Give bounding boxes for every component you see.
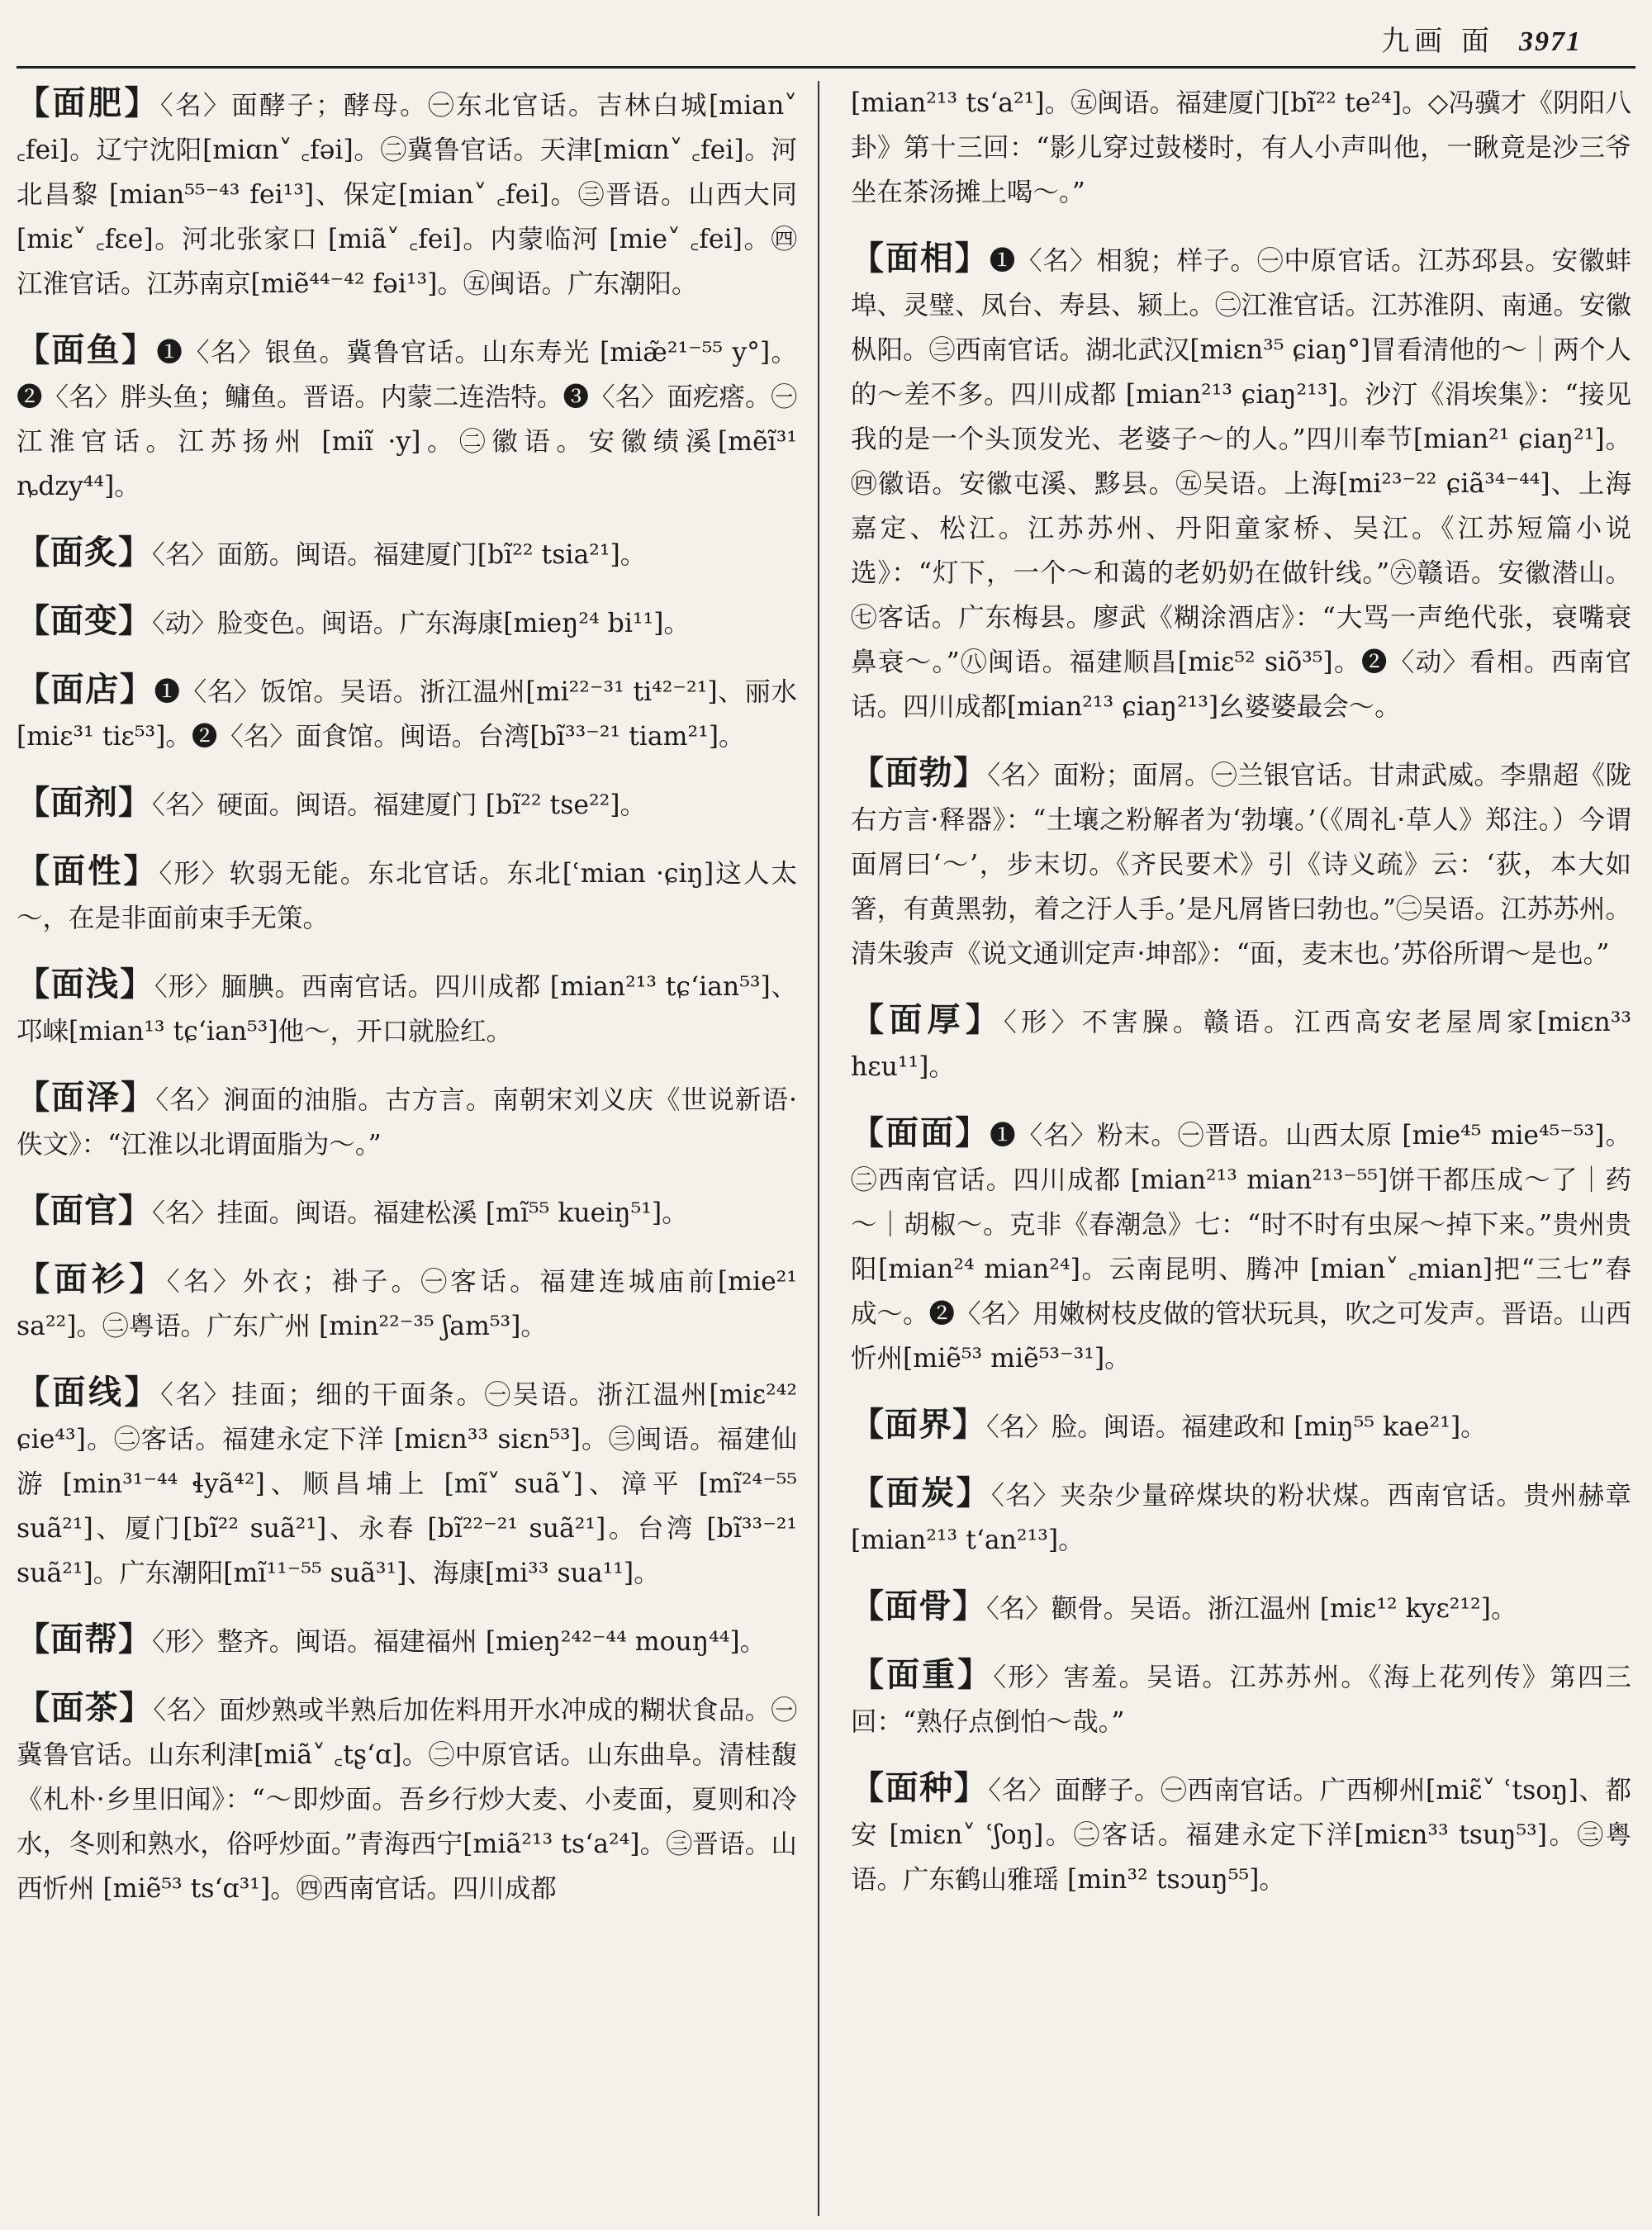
entry-headword: 【面相】 (851, 240, 990, 278)
entry-definition: 〈名〉挂面。闽语。福建松溪 [mĩ⁵⁵ kueiŋ⁵¹]。 (152, 1198, 688, 1228)
column-divider (818, 81, 819, 2216)
entry-definition: 〈形〉腼腆。西南官话。四川成都 [mian²¹³ tɕʻian⁵³]、邛崃[mian¹³ tɕʻian⁵³]他～，开口就脸红。 (17, 972, 797, 1046)
dictionary-entry (851, 1111, 1631, 1381)
entry-definition: ❶〈名〉粉末。㊀晋语。山西太原 [mie⁴⁵ mie⁴⁵⁻⁵³]。㊁西南官话。四川成都 [mian²¹³ mian²¹³⁻⁵⁵]饼干都压成～了｜药～｜胡椒～。克非《春潮急》七：“时不时有虫屎～掉下来。”贵州贵阳[mian²⁴ mian²⁴]。云南昆明、腾冲 [mian˅ ꜀mian]把“三七”舂成～。❷〈名〉用嫩树枝皮做的管状玩具，吹之可发声。晋语。山西忻州[miẽ⁵³ miẽ⁵³⁻³¹]。 (851, 1121, 1631, 1374)
dictionary-entry (17, 328, 797, 509)
entry-definition: 〈名〉面粉；面屑。㊀兰银官话。甘肃武威。李鼎超《陇右方言·释器》：“土壤之粉解者为‘勃壤。’（《周礼·草人》郑注。）今谓面屑曰‘～’，步末切。《齐民要术》引《诗义疏》云：‘荻，本大如箸，有黄黑勃，着之汙人手。’是凡屑皆曰勃也。”㊁吴语。江苏苏州。清朱骏声《说文通训定声·坤部》：“面，麦末也。’苏俗所谓～是也。” (851, 761, 1631, 969)
dictionary-entry (17, 530, 797, 577)
entry-definition: 〈名〉外衣；褂子。㊀客话。福建连城庙前[mie²¹ sa²²]。㊁粤语。广东广州 [min²²⁻³⁵ ʃam⁵³]。 (17, 1267, 797, 1341)
dictionary-entry (17, 962, 797, 1054)
dictionary-entry (17, 599, 797, 646)
entry-definition: ❶〈名〉相貌；样子。㊀中原官话。江苏邳县。安徽蚌埠、灵璧、凤台、寿县、颍上。㊁江淮官话。江苏淮阴、南通。安徽枞阳。㊂西南官话。湖北武汉[miɛn³⁵ ɕiaŋ°]冒看清他的～｜两个人的～差不多。四川成都 [mian²¹³ ɕiaŋ²¹³]。沙汀《涓埃集》：“接见我的是一个头顶发光、老婆子～的人。”四川奉节[mian²¹ ɕiaŋ²¹]。㊃徽语。安徽屯溪、黟县。㊄吴语。上海[mi²³⁻²² ɕiã³⁴⁻⁴⁴]、上海嘉定、松江。江苏苏州、丹阳童家桥、吴江。《江苏短篇小说选》：“灯下，一个～和蔼的老奶奶在做针线。”㊅赣语。安徽潜山。㊆客话。广东梅县。廖武《糊涂酒店》：“大骂一声绝代张，衰嘴衰鼻衰～。”㊇闽语。福建顺昌[miɛ⁵² siõ³⁵]。❷〈动〉看相。西南官话。四川成都[mian²¹³ ɕiaŋ²¹³]幺婆婆最会～。 (851, 246, 1631, 722)
dictionary-entry (17, 667, 797, 759)
entry-definition: [mian²¹³ tsʻa²¹]。㊄闽语。福建厦门[bĩ²² te²⁴]。◇冯骥才《阴阳八卦》第十三回：“影儿穿过鼓楼时，有人小声叫他，一瞅竟是沙三爷坐在茶汤摊上喝～。” (851, 88, 1631, 207)
dictionary-entry (851, 751, 1631, 976)
entry-definition: 〈名〉面筋。闽语。福建厦门[bĩ²² tsia²¹]。 (152, 540, 647, 570)
entry-headword: 【面界】 (851, 1406, 986, 1444)
entry-definition: 〈形〉害羞。吴语。江苏苏州。《海上花列传》第四三回：“熟仔点倒怕～哉。” (851, 1663, 1631, 1737)
dictionary-entry (17, 849, 797, 941)
entry-headword: 【面衫】 (17, 1260, 167, 1298)
dictionary-entry-continued (851, 81, 1631, 215)
entry-headword: 【面浅】 (17, 966, 155, 1004)
running-head-section: 九画 面 (1381, 25, 1494, 58)
entry-headword: 【面骨】 (851, 1587, 986, 1625)
entry-headword: 【面炭】 (851, 1474, 992, 1512)
entry-headword: 【面炙】 (17, 534, 152, 572)
dictionary-entry (851, 1471, 1631, 1563)
entry-headword: 【面官】 (17, 1192, 152, 1230)
left-column (17, 81, 797, 2216)
entry-definition: 〈动〉脸变色。闽语。广东海康[mieŋ²⁴ bi¹¹]。 (152, 609, 690, 638)
entry-definition: 〈名〉颧骨。吴语。浙江温州 [miɛ¹² kyɛ²¹²]。 (986, 1594, 1517, 1624)
dictionary-entry (17, 1075, 797, 1167)
dictionary-entry (17, 81, 797, 306)
entry-headword: 【面帮】 (17, 1620, 152, 1658)
entry-definition: ❶〈名〉饭馆。吴语。浙江温州[mi²²⁻³¹ ti⁴²⁻²¹]、丽水 [miɛ³¹ tiɛ⁵³]。❷〈名〉面食馆。闽语。台湾[bĩ³³⁻²¹ tiam²¹]。 (17, 677, 797, 752)
dictionary-entry (17, 1257, 797, 1349)
entry-headword: 【面鱼】 (17, 331, 157, 369)
entry-headword: 【面勃】 (851, 754, 988, 792)
entry-definition: 〈名〉夹杂少量碎煤块的粉状煤。西南官话。贵州赫章[mian²¹³ tʻan²¹³]。 (851, 1481, 1631, 1555)
entry-headword: 【面肥】 (17, 84, 160, 122)
dictionary-entry (851, 1653, 1631, 1744)
entry-headword: 【面剂】 (17, 784, 152, 822)
entry-headword: 【面线】 (17, 1374, 161, 1412)
entry-definition: 〈名〉硬面。闽语。福建厦门 [bĩ²² tse²²]。 (152, 790, 647, 820)
entry-definition: 〈名〉面炒熟或半熟后加佐料用开水冲成的糊状食品。㊀冀鲁官话。山东利津[miã˅ ꜀tʂʻɑ]。㊁中原官话。山东曲阜。清桂馥《札朴·乡里旧闻》：“～即炒面。吾乡行炒大麦、小麦面，夏则和冷水，冬则和熟水，俗呼炒面。”青海西宁[miã²¹³ tsʻa²⁴]。㊂晋语。山西忻州 [miẽ⁵³ tsʻɑ³¹]。㊃西南官话。四川成都 (17, 1696, 797, 1904)
dictionary-entry (17, 1617, 797, 1664)
entry-definition: 〈形〉整齐。闽语。福建福州 [mieŋ²⁴²⁻⁴⁴ mouŋ⁴⁴]。 (152, 1627, 767, 1657)
entry-headword: 【面泽】 (17, 1079, 156, 1117)
dictionary-entry (851, 998, 1631, 1089)
dictionary-entry (17, 780, 797, 828)
right-column (851, 81, 1631, 2216)
entry-definition: 〈名〉面酵子；酵母。㊀东北官话。吉林白城[mian˅ ꜀fei]。辽宁沈阳[miɑn˅ ꜀fəi]。㊁冀鲁官话。天津[miɑn˅ ꜀fei]。河北昌黎 [mian⁵⁵⁻⁴³ fei¹³]、保定[mian˅ ꜀fei]。㊂晋语。山西大同[miɛ˅ ꜀fɛe]。河北张家口 [miã˅ ꜀fei]。内蒙临河 [mie˅ ꜀fei]。㊃江淮官话。江苏南京[miẽ⁴⁴⁻⁴² fəi¹³]。㊄闽语。广东潮阳。 (17, 91, 797, 299)
entry-headword: 【面面】 (851, 1114, 990, 1152)
entry-definition: 〈形〉软弱无能。东北官话。东北[ʿmian ·ɕiŋ]这人太～，在是非面前束手无策。 (17, 859, 797, 933)
entry-headword: 【面种】 (851, 1769, 989, 1807)
entry-headword: 【面厚】 (851, 1001, 1004, 1039)
dictionary-entry (17, 1370, 797, 1596)
entry-headword: 【面店】 (17, 671, 154, 709)
entry-headword: 【面重】 (851, 1656, 994, 1694)
entry-headword: 【面茶】 (17, 1689, 154, 1727)
header-rule (17, 66, 1635, 69)
dictionary-entry (17, 1189, 797, 1236)
entry-definition: ❶〈名〉银鱼。冀鲁官话。山东寿光 [miæ̃²¹⁻⁵⁵ y°]。❷〈名〉胖头鱼；鳙鱼。晋语。内蒙二连浩特。❸〈名〉面疙瘩。㊀江淮官话。江苏扬州 [miĩ ·y]。㊁徽语。安徽绩溪[mẽĩ³¹ ȵdzy⁴⁴]。 (17, 338, 797, 501)
entry-definition: 〈名〉脸。闽语。福建政和 [miŋ⁵⁵ kae²¹]。 (986, 1412, 1487, 1442)
entry-definition: 〈名〉挂面；细的干面条。㊀吴语。浙江温州[miɛ²⁴² ɕie⁴³]。㊁客话。福建永定下洋 [miɛn³³ siɛn⁵³]。㊂闽语。福建仙游 [min³¹⁻⁴⁴ ɬyã⁴²]、顺昌埔上 [mĩ˅ suã˅]、漳平 [mĩ²⁴⁻⁵⁵ suã²¹]、厦门[bĩ²² suã²¹]、永春 [bĩ²²⁻²¹ suã²¹]。台湾 [bĩ³³⁻²¹ suã²¹]。广东潮阳[mĩ¹¹⁻⁵⁵ suã³¹]、海康[mi³³ sua¹¹]。 (17, 1380, 797, 1588)
dictionary-entry (17, 1686, 797, 1911)
dictionary-entry (851, 1402, 1631, 1450)
entry-headword: 【面变】 (17, 602, 152, 640)
entry-definition: 〈形〉不害臊。赣语。江西高安老屋周家[miɛn³³ hɛu¹¹]。 (851, 1008, 1631, 1082)
dictionary-entry (851, 1766, 1631, 1902)
entry-headword: 【面性】 (17, 852, 159, 890)
running-head (0, 18, 1582, 68)
entry-definition: 〈名〉涧面的油脂。古方言。南朝宋刘义庆《世说新语·佚文》：“江淮以北谓面脂为～。” (17, 1085, 797, 1160)
dictionary-entry (851, 236, 1631, 729)
entry-definition: 〈名〉面酵子。㊀西南官话。广西柳州[miɛ̃˅ ʿtsoŋ]、都安 [miɛn˅ ʿʃoŋ]。㊁客话。福建永定下洋[miɛn³³ tsuŋ⁵³]。㊂粤语。广东鹤山雅瑶 [min³² tsɔuŋ⁵⁵]。 (851, 1776, 1631, 1895)
dictionary-entry (851, 1584, 1631, 1631)
page-number: 3971 (1519, 26, 1582, 57)
